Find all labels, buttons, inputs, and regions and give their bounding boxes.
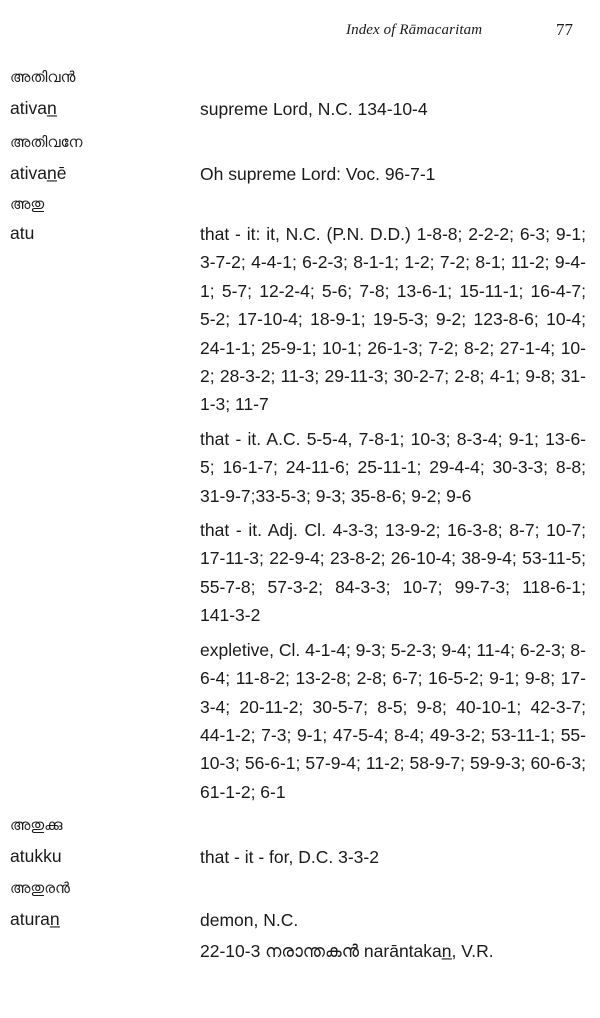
gloss: that - it. A.C. 5-5-4, 7-8-1; 10-3; 8-3-4; 9-1; 13-6-5; 16-1-7; 24-11-6; 25-11-1; 29-4-4; 30-3-3; 8-8; 31-9-7;33-5-3; 9-3; 35-8-6; 9-2; 9-6 <box>200 428 586 506</box>
malayalam-headword: അതുരൻ <box>10 879 70 898</box>
entry-line <box>0 158 600 189</box>
index-entry <box>0 189 600 806</box>
page-number: 77 <box>556 20 573 39</box>
running-title: Index of Rāmacaritam <box>346 22 483 38</box>
gloss: that - it. Adj. Cl. 4-3-3; 13-9-2; 16-3-8; 8-7; 10-7; 17-11-3; 22-9-4; 23-8-2; 26-10-4; 38-9-4; 53-11-5; 55-7-8; 57-3-2; 84-3-3; 10-7; 99-7-3; 118-6-1; 141-3-2 <box>200 520 586 626</box>
gloss: that - it: it, N.C. (P.N. D.D.) 1-8-8; 2-2-2; 6-3; 9-1; 3-7-2; 4-4-1; 6-2-3; 8-1-1; 1-2; 7-2; 8-1; 11-2; 9-4-1; 5-7; 12-2-4; 5-6; 7-8; 13-6-1; 15-11-1; 16-4-7; 5-2; 17-10-4; 18-9-1; 19-5-3; 9-2; 123-8-6; 10-4; 24-1-1; 25-9-1; 10-1; 26-1-3; 7-2; 8-2; 27-1-4; 10-2; 28-3-2; 11-3; 29-11-3; 30-2-7; 2-8; 4-1; 9-8; 31-1-3; 11-7 <box>200 224 586 415</box>
gloss: supreme Lord, N.C. 134-10-4 <box>200 99 428 119</box>
transliterated-headword: aturan̲ <box>10 909 60 930</box>
entry-line <box>0 93 600 127</box>
index-entries <box>0 62 600 966</box>
transliterated-headword: ativan̲ē <box>10 163 67 183</box>
index-entry <box>0 810 600 873</box>
malayalam-headword: അതിവനേ <box>10 133 83 151</box>
gloss: that - it - for, D.C. 3-3-2 <box>200 847 379 868</box>
transliterated-headword: atu <box>10 223 35 243</box>
transliterated-headword: atukku <box>10 846 62 867</box>
index-entry <box>0 127 600 189</box>
gloss: expletive, Cl. 4-1-4; 9-3; 5-2-3; 9-4; 11-4; 6-2-3; 8-6-4; 11-8-2; 13-2-8; 2-8; 6-7; 16-5-2; 9-1; 9-8; 17-3-4; 20-11-2; 30-5-7; 8-5; 9-8; 40-10-1; 42-3-7; 44-1-2; 7-3; 9-1; 47-5-4; 8-4; 49-3-2; 53-11-1; 55-10-3; 56-6-1; 57-9-4; 11-2; 58-9-7; 59-9-3; 60-6-3; 61-1-2; 6-1 <box>200 639 586 802</box>
malayalam-headword: അതിവൻ <box>10 68 76 86</box>
cross-reference: 22-10-3 നരാന്തകൻ narāntakan̲, V.R. <box>200 941 494 962</box>
malayalam-headword: അതു <box>10 195 45 213</box>
gloss: demon, N.C. <box>200 910 299 931</box>
entry-line <box>0 904 600 936</box>
index-entry <box>0 62 600 127</box>
page-header <box>0 22 600 42</box>
index-entry <box>0 873 600 966</box>
malayalam-headword: അതുക്കു <box>10 816 63 835</box>
gloss: Oh supreme Lord: Voc. 96-7-1 <box>200 164 436 184</box>
entry-line <box>0 841 600 873</box>
transliterated-headword: ativan̲ <box>10 98 57 118</box>
